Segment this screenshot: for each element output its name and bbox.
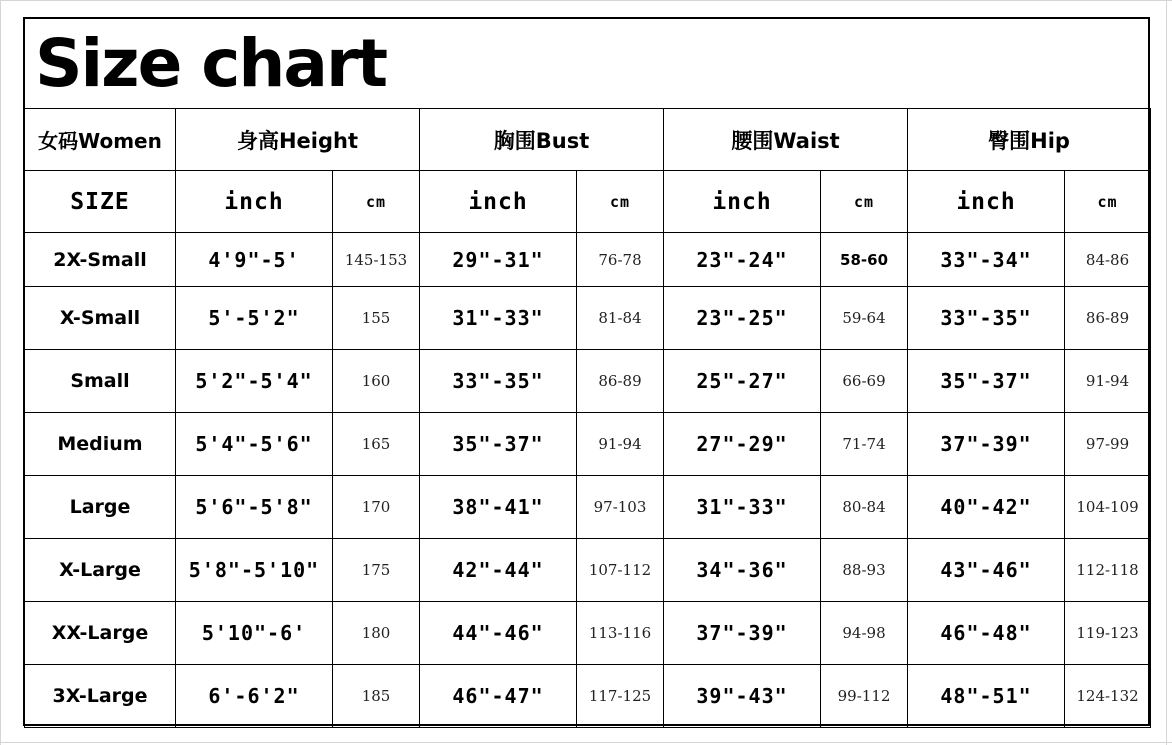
- size-cell: X-Large: [25, 539, 176, 602]
- chart-title: Size chart: [35, 25, 387, 102]
- header-women: 女码Women: [25, 109, 176, 171]
- waist-inch-cell: 37"-39": [664, 602, 821, 665]
- size-cell: 3X-Large: [25, 665, 176, 728]
- bust-inch-cell: 44"-46": [420, 602, 577, 665]
- size-cell: 2X-Small: [25, 233, 176, 287]
- hip-inch-cell: 37"-39": [908, 413, 1065, 476]
- height-inch-cell: 5'6"-5'8": [176, 476, 333, 539]
- bust-cm-cell: 76-78: [577, 233, 664, 287]
- bust-cm-cell: 91-94: [577, 413, 664, 476]
- subheader-row: [25, 171, 1151, 233]
- table-row: [25, 665, 1151, 728]
- height-cm-cell: 170: [333, 476, 420, 539]
- hip-cm-cell: 86-89: [1065, 287, 1151, 350]
- height-cm-cell: 145-153: [333, 233, 420, 287]
- subheader-waist-cm: cm: [821, 171, 908, 233]
- bust-cm-cell: 117-125: [577, 665, 664, 728]
- height-inch-cell: 4'9"-5': [176, 233, 333, 287]
- bust-inch-cell: 42"-44": [420, 539, 577, 602]
- size-table: [24, 108, 1151, 728]
- hip-inch-cell: 46"-48": [908, 602, 1065, 665]
- subheader-waist-inch: inch: [664, 171, 821, 233]
- waist-cm-cell: 99-112: [821, 665, 908, 728]
- hip-inch-cell: 35"-37": [908, 350, 1065, 413]
- hip-cm-cell: 104-109: [1065, 476, 1151, 539]
- hip-cm-cell: 124-132: [1065, 665, 1151, 728]
- height-inch-cell: 6'-6'2": [176, 665, 333, 728]
- size-cell: Large: [25, 476, 176, 539]
- table-row: [25, 350, 1151, 413]
- waist-cm-cell: 88-93: [821, 539, 908, 602]
- height-cm-cell: 155: [333, 287, 420, 350]
- subheader-hip-inch: inch: [908, 171, 1065, 233]
- height-inch-cell: 5'4"-5'6": [176, 413, 333, 476]
- size-cell: Small: [25, 350, 176, 413]
- subheader-size: SIZE: [25, 171, 176, 233]
- height-inch-cell: 5'2"-5'4": [176, 350, 333, 413]
- bust-cm-cell: 97-103: [577, 476, 664, 539]
- bust-inch-cell: 46"-47": [420, 665, 577, 728]
- waist-inch-cell: 31"-33": [664, 476, 821, 539]
- bust-inch-cell: 29"-31": [420, 233, 577, 287]
- subheader-bust-cm: cm: [577, 171, 664, 233]
- size-cell: XX-Large: [25, 602, 176, 665]
- bust-inch-cell: 38"-41": [420, 476, 577, 539]
- height-inch-cell: 5'8"-5'10": [176, 539, 333, 602]
- height-inch-cell: 5'-5'2": [176, 287, 333, 350]
- table-row: [25, 287, 1151, 350]
- hip-cm-cell: 112-118: [1065, 539, 1151, 602]
- table-row: [25, 476, 1151, 539]
- subheader-height-cm: cm: [333, 171, 420, 233]
- header-hip: 臀围Hip: [908, 109, 1151, 171]
- hip-inch-cell: 40"-42": [908, 476, 1065, 539]
- height-cm-cell: 180: [333, 602, 420, 665]
- hip-inch-cell: 33"-34": [908, 233, 1065, 287]
- waist-cm-cell: 94-98: [821, 602, 908, 665]
- height-inch-cell: 5'10"-6': [176, 602, 333, 665]
- table-row: [25, 602, 1151, 665]
- bust-inch-cell: 31"-33": [420, 287, 577, 350]
- bust-cm-cell: 81-84: [577, 287, 664, 350]
- subheader-hip-cm: cm: [1065, 171, 1151, 233]
- waist-inch-cell: 27"-29": [664, 413, 821, 476]
- header-waist: 腰围Waist: [664, 109, 908, 171]
- hip-inch-cell: 33"-35": [908, 287, 1065, 350]
- bust-cm-cell: 86-89: [577, 350, 664, 413]
- waist-cm-cell: 58-60: [821, 233, 908, 287]
- hip-inch-cell: 43"-46": [908, 539, 1065, 602]
- waist-inch-cell: 23"-25": [664, 287, 821, 350]
- subheader-bust-inch: inch: [420, 171, 577, 233]
- waist-cm-cell: 71-74: [821, 413, 908, 476]
- bust-cm-cell: 113-116: [577, 602, 664, 665]
- bust-inch-cell: 33"-35": [420, 350, 577, 413]
- header-height: 身高Height: [176, 109, 420, 171]
- hip-cm-cell: 84-86: [1065, 233, 1151, 287]
- waist-inch-cell: 25"-27": [664, 350, 821, 413]
- header-row: [25, 109, 1151, 171]
- height-cm-cell: 160: [333, 350, 420, 413]
- header-bust: 胸围Bust: [420, 109, 664, 171]
- height-cm-cell: 175: [333, 539, 420, 602]
- hip-cm-cell: 97-99: [1065, 413, 1151, 476]
- hip-cm-cell: 119-123: [1065, 602, 1151, 665]
- waist-inch-cell: 23"-24": [664, 233, 821, 287]
- waist-inch-cell: 34"-36": [664, 539, 821, 602]
- hip-inch-cell: 48"-51": [908, 665, 1065, 728]
- height-cm-cell: 165: [333, 413, 420, 476]
- subheader-height-inch: inch: [176, 171, 333, 233]
- waist-cm-cell: 66-69: [821, 350, 908, 413]
- size-chart: [23, 17, 1150, 726]
- table-row: [25, 413, 1151, 476]
- table-row: [25, 539, 1151, 602]
- waist-cm-cell: 59-64: [821, 287, 908, 350]
- waist-cm-cell: 80-84: [821, 476, 908, 539]
- table-row: [25, 233, 1151, 287]
- bust-cm-cell: 107-112: [577, 539, 664, 602]
- size-cell: X-Small: [25, 287, 176, 350]
- hip-cm-cell: 91-94: [1065, 350, 1151, 413]
- size-cell: Medium: [25, 413, 176, 476]
- waist-inch-cell: 39"-43": [664, 665, 821, 728]
- bust-inch-cell: 35"-37": [420, 413, 577, 476]
- height-cm-cell: 185: [333, 665, 420, 728]
